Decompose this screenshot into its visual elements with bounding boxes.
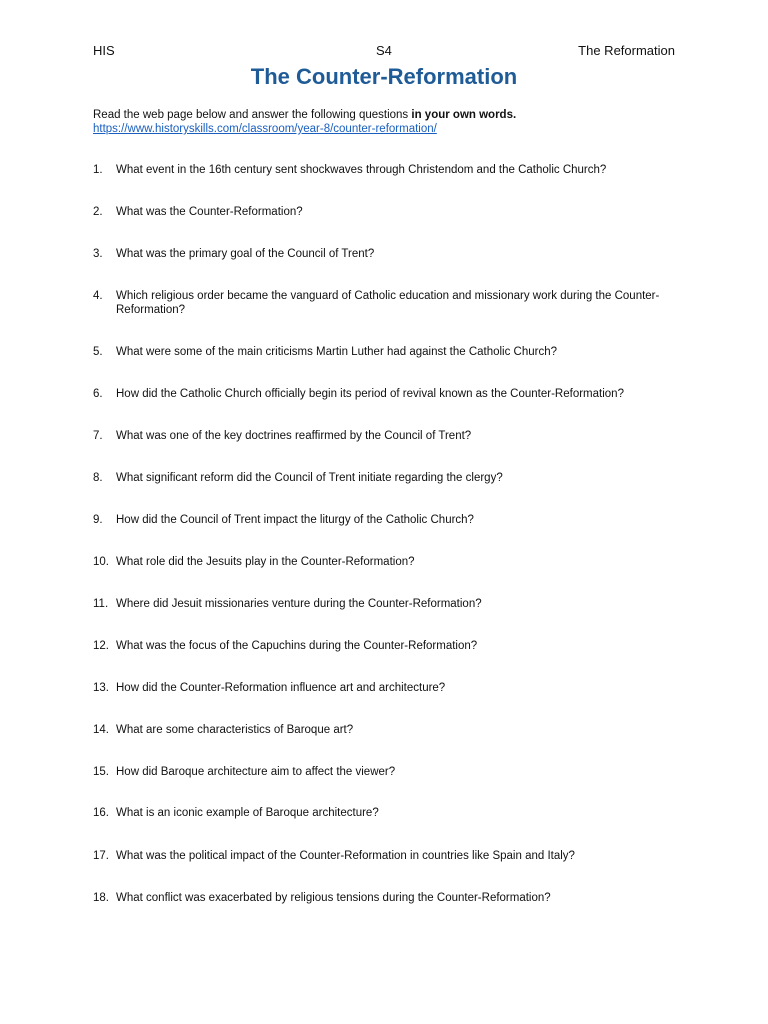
question-item: [93, 849, 683, 863]
question-number: 3.: [93, 248, 103, 260]
question-item: [93, 471, 683, 485]
question-text: What conflict was exacerbated by religious tensions during the Counter-Reformation?: [116, 892, 551, 904]
question-item: [93, 597, 683, 611]
question-item: [93, 723, 683, 737]
header-topic: The Reformation: [578, 43, 675, 58]
question-number: 2.: [93, 206, 103, 218]
question-number: 10.: [93, 556, 109, 568]
question-item: [93, 163, 683, 177]
question-item: [93, 345, 683, 359]
question-item: [93, 639, 683, 653]
question-item: [93, 765, 683, 779]
question-text: What was one of the key doctrines reaffirmed by the Council of Trent?: [116, 430, 472, 442]
question-text: How did Baroque architecture aim to affect the viewer?: [116, 766, 396, 778]
source-link[interactable]: https://www.historyskills.com/classroom/year-8/counter-reformation/: [93, 123, 437, 135]
instructions-emphasis: in your own words.: [411, 109, 517, 121]
question-number: 4.: [93, 290, 103, 302]
question-number: 16.: [93, 807, 109, 819]
question-text: What were some of the main criticisms Martin Luther had against the Catholic Church?: [116, 346, 558, 358]
header-subject: HIS: [93, 43, 115, 58]
question-number: 18.: [93, 892, 109, 904]
question-text: Which religious order became the vanguard of Catholic education and missionary work during the Counter-Reformation?: [116, 290, 660, 316]
question-item: [93, 247, 683, 261]
question-text: What role did the Jesuits play in the Counter-Reformation?: [116, 556, 415, 568]
question-text: What is an iconic example of Baroque architecture?: [116, 807, 379, 819]
page-header: [93, 43, 675, 59]
question-number: 9.: [93, 514, 103, 526]
question-text: How did the Catholic Church officially begin its period of revival known as the Counter-Reformation?: [116, 388, 624, 400]
question-number: 1.: [93, 164, 103, 176]
header-class: S4: [376, 43, 392, 58]
question-item: [93, 891, 683, 905]
question-item: [93, 387, 683, 401]
question-text: How did the Counter-Reformation influence art and architecture?: [116, 682, 446, 694]
question-text: What significant reform did the Council of Trent initiate regarding the clergy?: [116, 472, 503, 484]
question-item: [93, 806, 683, 820]
question-item: [93, 289, 683, 317]
question-item: [93, 513, 683, 527]
page-title: The Counter-Reformation: [250, 64, 518, 89]
question-number: 7.: [93, 430, 103, 442]
question-text: What was the primary goal of the Council of Trent?: [116, 248, 375, 260]
instructions-text: Read the web page below and answer the following questions: [93, 109, 412, 121]
question-item: [93, 429, 683, 443]
question-item: [93, 205, 683, 219]
question-text: What was the focus of the Capuchins during the Counter-Reformation?: [116, 640, 478, 652]
question-number: 15.: [93, 766, 109, 778]
question-text: What was the political impact of the Counter-Reformation in countries like Spain and Italy?: [116, 850, 575, 862]
question-item: [93, 681, 683, 695]
question-number: 12.: [93, 640, 109, 652]
question-text: How did the Council of Trent impact the liturgy of the Catholic Church?: [116, 514, 474, 526]
question-item: [93, 555, 683, 569]
question-text: Where did Jesuit missionaries venture during the Counter-Reformation?: [116, 598, 482, 610]
question-number: 11.: [93, 598, 109, 610]
question-number: 6.: [93, 388, 103, 400]
question-number: 13.: [93, 682, 109, 694]
question-text: What are some characteristics of Baroque art?: [116, 724, 354, 736]
question-number: 17.: [93, 850, 109, 862]
question-number: 8.: [93, 472, 103, 484]
question-text: What event in the 16th century sent shockwaves through Christendom and the Catholic Church?: [116, 164, 607, 176]
question-number: 5.: [93, 346, 103, 358]
question-number: 14.: [93, 724, 109, 736]
instructions: [93, 108, 683, 136]
question-text: What was the Counter-Reformation?: [116, 206, 303, 218]
